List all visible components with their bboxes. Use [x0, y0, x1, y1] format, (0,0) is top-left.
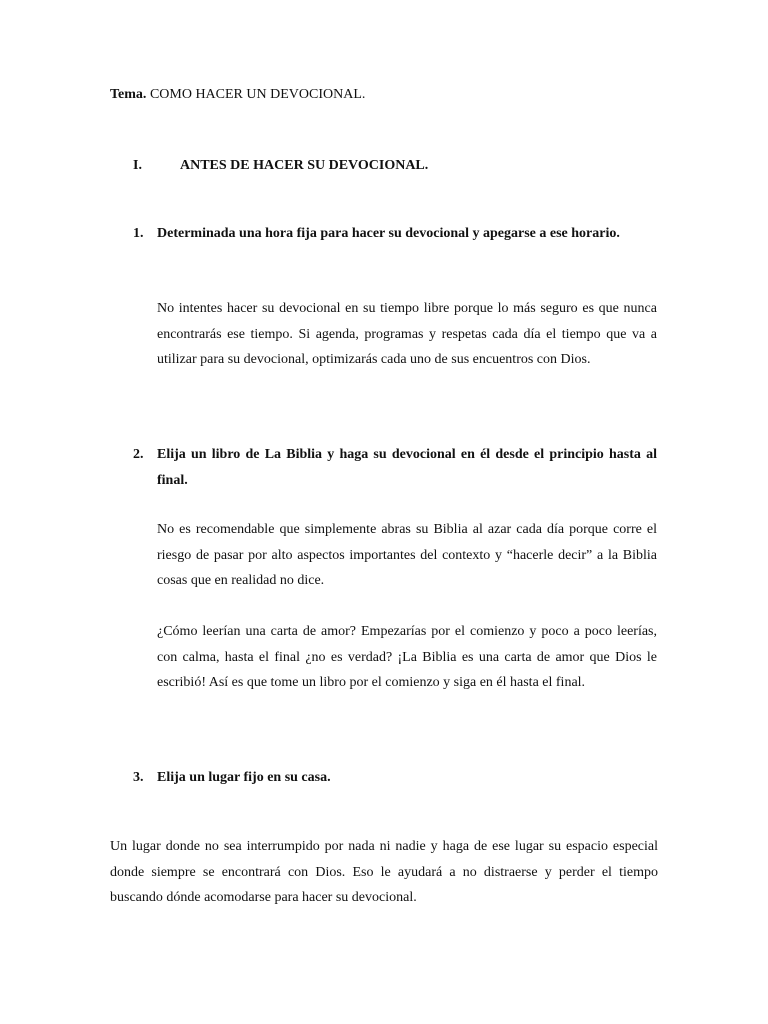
- section-numeral: I.: [133, 158, 142, 173]
- item-heading: Elija un libro de La Biblia y haga su devocional en él desde el principio hasta al final.: [157, 447, 657, 488]
- item-paragraph: No intentes hacer su devocional en su tiempo libre porque lo más seguro es que nunca encontrarás ese tiempo. Si agenda, programas y respetas cada día el tiempo que va a utilizar para su devocional, optimizarás cada uno de sus encuentros con Dios.: [157, 301, 657, 367]
- title-text: COMO HACER UN DEVOCIONAL.: [149, 87, 366, 102]
- item-number: 2.: [133, 447, 144, 462]
- item-paragraph: ¿Cómo leerían una carta de amor? Empezarías por el comienzo y poco a poco leerías, con calma, hasta el final ¿no es verdad? ¡La Biblia es una carta de amor que Dios le escribió! Así es que tome un libro por el comienzo y siga en él hasta el final.: [157, 624, 657, 690]
- section-heading: ANTES DE HACER SU DEVOCIONAL.: [180, 158, 429, 173]
- item-number: 1.: [133, 226, 144, 241]
- title-label: Tema.: [110, 87, 147, 102]
- item-paragraph: No es recomendable que simplemente abras su Biblia al azar cada día porque corre el riesgo de pasar por alto aspectos importantes del contexto y “hacerle decir” a la Biblia cosas que en realidad no dice.: [157, 522, 657, 588]
- document-title: [110, 86, 365, 104]
- item-heading: Elija un lugar fijo en su casa.: [157, 770, 331, 785]
- item-number: 3.: [133, 770, 144, 785]
- item-heading: Determinada una hora fija para hacer su devocional y apegarse a ese horario.: [157, 226, 620, 241]
- closing-paragraph: Un lugar donde no sea interrumpido por nada ni nadie y haga de ese lugar su espacio especial donde siempre se encontrará con Dios. Eso le ayudará a no distraerse y perder el tiempo buscando dónde acomodarse para hacer su devocional.: [110, 839, 658, 905]
